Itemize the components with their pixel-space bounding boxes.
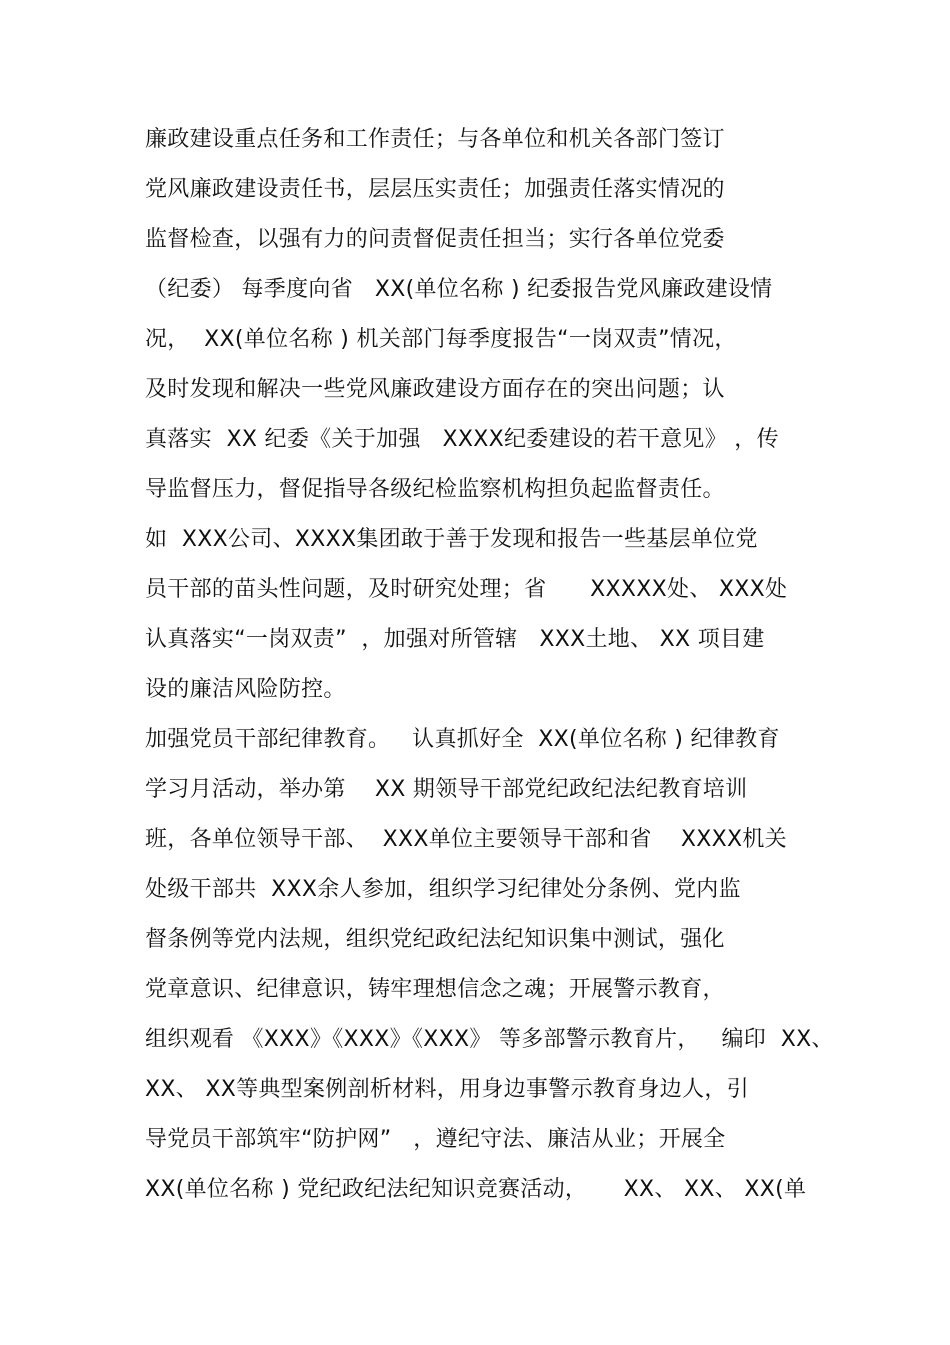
text-line: 党章意识、纪律意识，铸牢理想信念之魂；开展警示教育， [145,977,725,1002]
text-line: 如 XXX公司、XXXX集团敢于善于发现和报告一些基层单位党 [145,527,758,552]
text-line: 监督检查，以强有力的问责督促责任担当；实行各单位党委 [145,227,725,252]
text-line: 导党员干部筑牢“防护网” ，遵纪守法、廉洁从业；开展全 [145,1127,726,1152]
text-line: 及时发现和解决一些党风廉政建设方面存在的突出问题；认 [145,377,725,402]
text-line: 真落实 XX 纪委《关于加强 XXXX纪委建设的若干意见》 ，传 [145,427,779,452]
text-line: 加强党员干部纪律教育。 认真抓好全 XX(单位名称 ) 纪律教育 [145,727,780,752]
document-body [145,118,834,1218]
text-line: 学习月活动，举办第 XX 期领导干部党纪政纪法纪教育培训 [145,777,748,802]
text-line: 组织观看 《XXX》《XXX》《XXX》 等多部警示教育片， 编印 XX、 [145,1027,834,1052]
text-line: 督条例等党内法规，组织党纪政纪法纪知识集中测试，强化 [145,927,725,952]
text-line: （纪委） 每季度向省 XX(单位名称 ) 纪委报告党风廉政建设情 [145,277,773,302]
text-line: 况， XX(单位名称 ) 机关部门每季度报告“一岗双责”情况， [145,327,737,352]
text-line: 党风廉政建设责任书，层层压实责任；加强责任落实情况的 [145,177,725,202]
text-line: 班，各单位领导干部、 XXX单位主要领导干部和省 XXXX机关 [145,827,787,852]
text-line: 设的廉洁风险防控。 [145,677,346,702]
text-line: 导监督压力，督促指导各级纪检监察机构担负起监督责任。 [145,477,725,502]
text-line: XX(单位名称 ) 党纪政纪法纪知识竞赛活动， XX、 XX、 XX(单 [145,1177,807,1202]
text-line: 处级干部共 XXX余人参加，组织学习纪律处分条例、党内监 [145,877,741,902]
text-line: 员干部的苗头性问题，及时研究处理；省 XXXXX处、 XXX处 [145,577,788,602]
text-line: XX、 XX等典型案例剖析材料，用身边事警示教育身边人，引 [145,1077,749,1102]
text-line: 认真落实“一岗双责” ，加强对所管辖 XXX土地、 XX 项目建 [145,627,765,652]
text-line: 廉政建设重点任务和工作责任；与各单位和机关各部门签订 [145,127,725,152]
